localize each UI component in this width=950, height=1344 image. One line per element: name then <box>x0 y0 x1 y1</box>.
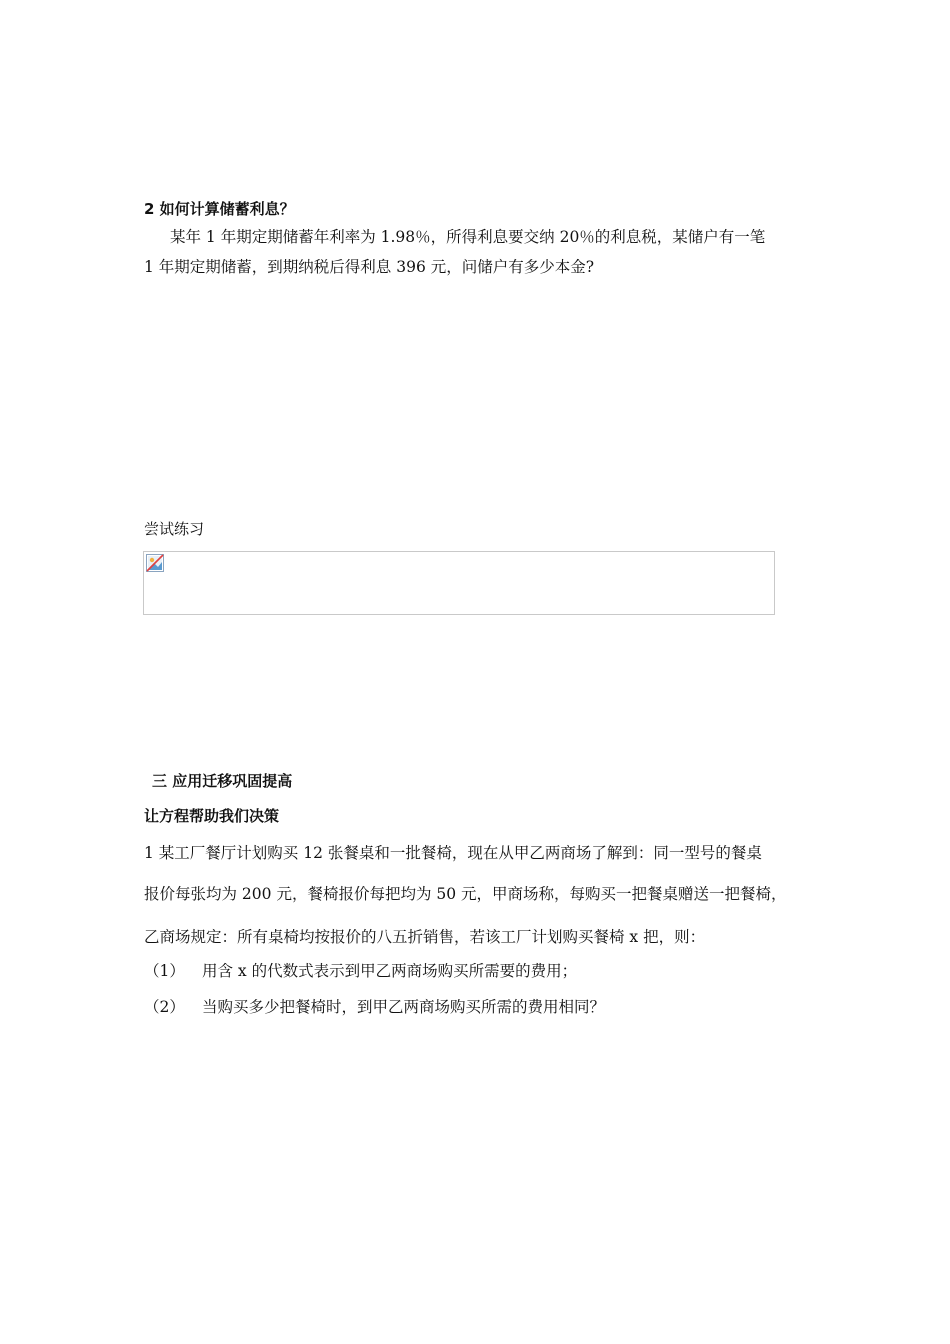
question-2-number: （2） <box>144 998 185 1016</box>
problem-3-line-2: 报价每张均为 200 元，餐椅报价每把均为 50 元，甲商场称，每购买一把餐桌赠送一把餐椅， <box>144 885 787 903</box>
practice-label: 尝试练习 <box>144 520 205 538</box>
question-1-number: （1） <box>144 962 185 980</box>
section-3-heading: 三 应用迁移巩固提高 <box>152 772 293 790</box>
section-2-heading: 2 如何计算储蓄利息？ <box>144 200 295 218</box>
broken-image-icon <box>146 554 164 572</box>
question-1-text: 用含 x 的代数式表示到甲乙两商场购买所需要的费用； <box>202 962 578 980</box>
problem-2-line-2: 1 年期定期储蓄，到期纳税后得利息 396 元，问储户有多少本金? <box>144 258 595 276</box>
question-2 <box>144 997 605 1017</box>
problem-2-line-1: 某年 1 年期定期储蓄年利率为 1.98％，所得利息要交纳 20％的利息税，某储户有一笔 <box>170 228 766 246</box>
problem-3-line-3: 乙商场规定：所有桌椅均按报价的八五折销售，若该工厂计划购买餐椅 x 把，则： <box>144 928 706 946</box>
problem-3-line-1: 1 某工厂餐厅计划购买 12 张餐桌和一批餐椅，现在从甲乙两商场了解到：同一型号的餐桌 <box>144 844 762 862</box>
practice-image-placeholder <box>143 551 775 615</box>
section-3-subheading: 让方程帮助我们决策 <box>144 807 280 825</box>
question-2-text: 当购买多少把餐椅时，到甲乙两商场购买所需的费用相同？ <box>202 998 606 1016</box>
question-1 <box>144 961 577 981</box>
